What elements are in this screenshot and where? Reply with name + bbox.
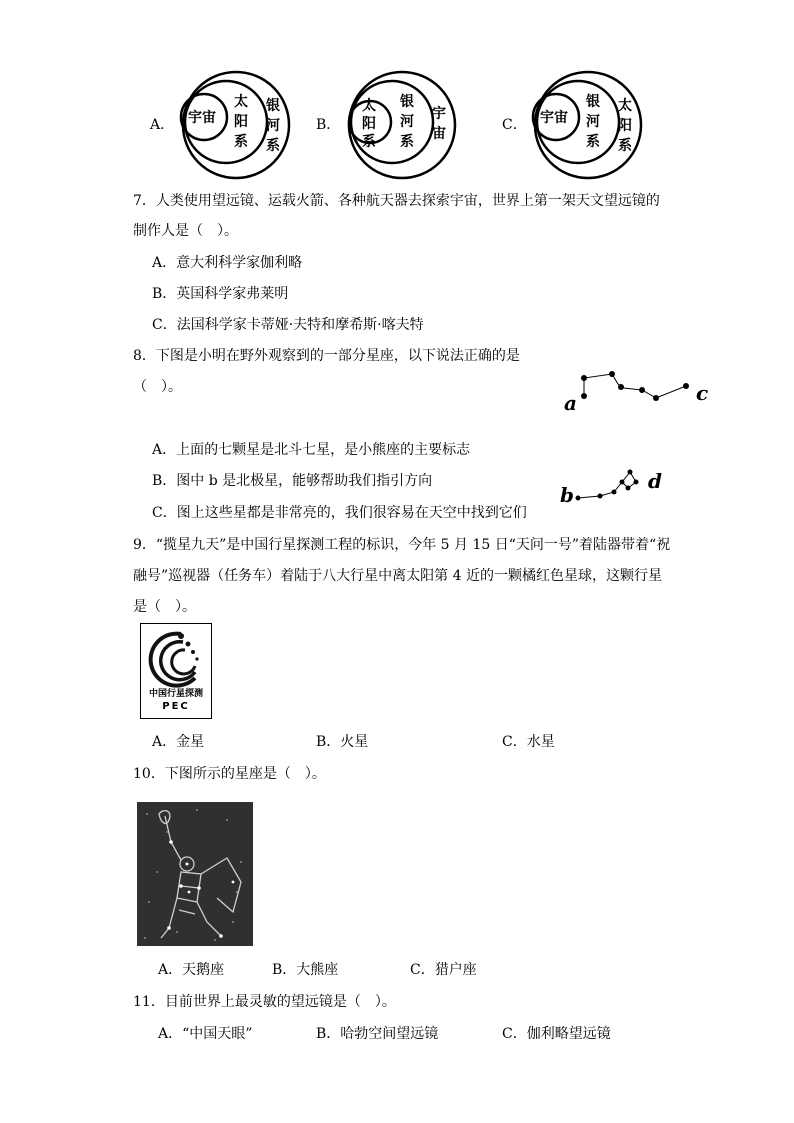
orion-constellation-image [137,802,253,946]
q9-stem-line1: 9．“揽星九天”是中国行星探测工程的标识，今年 5 月 15 日“天问一号”着陆器带着“祝 [133,537,671,553]
q8-stem-line1: 8．下图是小明在野外观察到的一部分星座，以下说法正确的是 [133,348,520,364]
q11-option-a: A．“中国天眼” [158,1026,253,1042]
star-label-d: d [648,469,662,493]
q6-option-c-diagram [530,70,650,180]
q6-a-mid-2: 阳 [234,114,248,130]
star-label-a: a [564,391,577,415]
star [581,393,587,399]
star-label-c: c [696,381,709,405]
pec-logo-arcs-icon [141,626,211,688]
q6-b-inner-2: 阳 [362,116,376,132]
q9-option-c: C．水星 [502,734,555,750]
star [634,480,639,485]
star [581,375,587,381]
q6-option-c [502,70,652,180]
q9-stem-line3: 是（ ）。 [133,599,196,615]
pec-logo-en-text: PEC [162,701,190,712]
star [628,470,633,475]
q7-option-a: A．意大利科学家伽利略 [152,255,303,271]
q6-option-b [316,70,466,180]
q10-option-a: A．天鹅座 [158,962,225,978]
little-dipper-figure [556,462,676,512]
q6-c-inner-label: 宇宙 [540,110,568,126]
q6-c-mid-1: 银 [586,94,600,110]
star [639,387,645,393]
q10-stem: 10．下图所示的星座是（ ）。 [133,766,326,782]
q6-b-mid-2: 河 [400,114,414,130]
q6-b-out-2: 宙 [432,126,446,142]
star [612,490,617,495]
q6-c-mid-3: 系 [586,134,600,150]
q10-option-c: C．猎户座 [410,962,477,978]
q10-option-b: B．大熊座 [272,962,339,978]
q6-b-mid-1: 银 [400,94,414,110]
q9-option-a: A．金星 [152,734,205,750]
q11-option-b: B．哈勃空间望远镜 [316,1026,439,1042]
q8-stem-line2: （ ）。 [133,379,182,395]
star-label-b: b [560,483,574,507]
q6-a-inner-label: 宇宙 [188,110,216,126]
star [598,494,603,499]
q8-option-c: C．图上这些星都是非常亮的，我们很容易在天空中找到它们 [152,505,527,521]
q6-b-inner-1: 太 [362,98,376,114]
q6-c-out-3: 系 [618,138,632,154]
orion-figure-icon [137,802,253,946]
q6-option-b-diagram [344,70,464,180]
q6-a-mid-1: 太 [234,94,248,110]
q6-option-b-letter: B． [316,117,341,133]
star [653,395,659,401]
q7-option-c: C．法国科学家卡蒂娅·夫特和摩希斯·喀夫特 [152,317,424,333]
q7-stem-line2: 制作人是（ ）。 [133,223,238,239]
star [618,384,624,390]
q8-option-a: A．上面的七颗星是北斗七星，是小熊座的主要标志 [152,442,471,458]
q6-option-a-letter: A． [150,117,175,133]
star [626,486,631,491]
q8-option-b: B．图中 b 是北极星，能够帮助我们指引方向 [152,473,433,489]
q7-option-b: B．英国科学家弗莱明 [152,286,289,302]
q11-option-c: C．伽利略望远镜 [502,1026,611,1042]
q6-b-out-1: 宇 [432,106,446,122]
q6-b-inner-3: 系 [362,134,376,150]
q6-option-c-letter: C． [502,117,527,133]
pec-logo-cn-text: 中国行星探测 [148,689,203,699]
star [609,371,615,377]
q6-a-out-2: 河 [266,118,280,134]
big-dipper-figure [556,362,716,432]
q6-a-mid-3: 系 [234,134,248,150]
q6-a-out-3: 系 [266,138,280,154]
star [620,480,625,485]
q6-c-mid-2: 河 [586,114,600,130]
pec-logo [140,623,212,719]
q6-option-a [150,70,300,180]
q6-b-mid-3: 系 [400,134,414,150]
star [576,496,581,501]
q11-stem: 11．目前世界上最灵敏的望远镜是（ ）。 [133,994,396,1010]
star [683,383,689,389]
q9-option-b: B．火星 [316,734,369,750]
q6-a-out-1: 银 [266,98,280,114]
q6-c-out-1: 太 [618,98,632,114]
q9-stem-line2: 融号”巡视器（任务车）着陆于八大行星中离太阳第 4 近的一颗橘红色星球，这颗行星 [133,568,662,584]
q6-option-a-diagram [178,70,298,180]
q7-stem-line1: 7．人类使用望远镜、运载火箭、各种航天器去探索宇宙，世界上第一架天文望远镜的 [133,193,660,209]
q6-c-out-2: 阳 [618,118,632,134]
